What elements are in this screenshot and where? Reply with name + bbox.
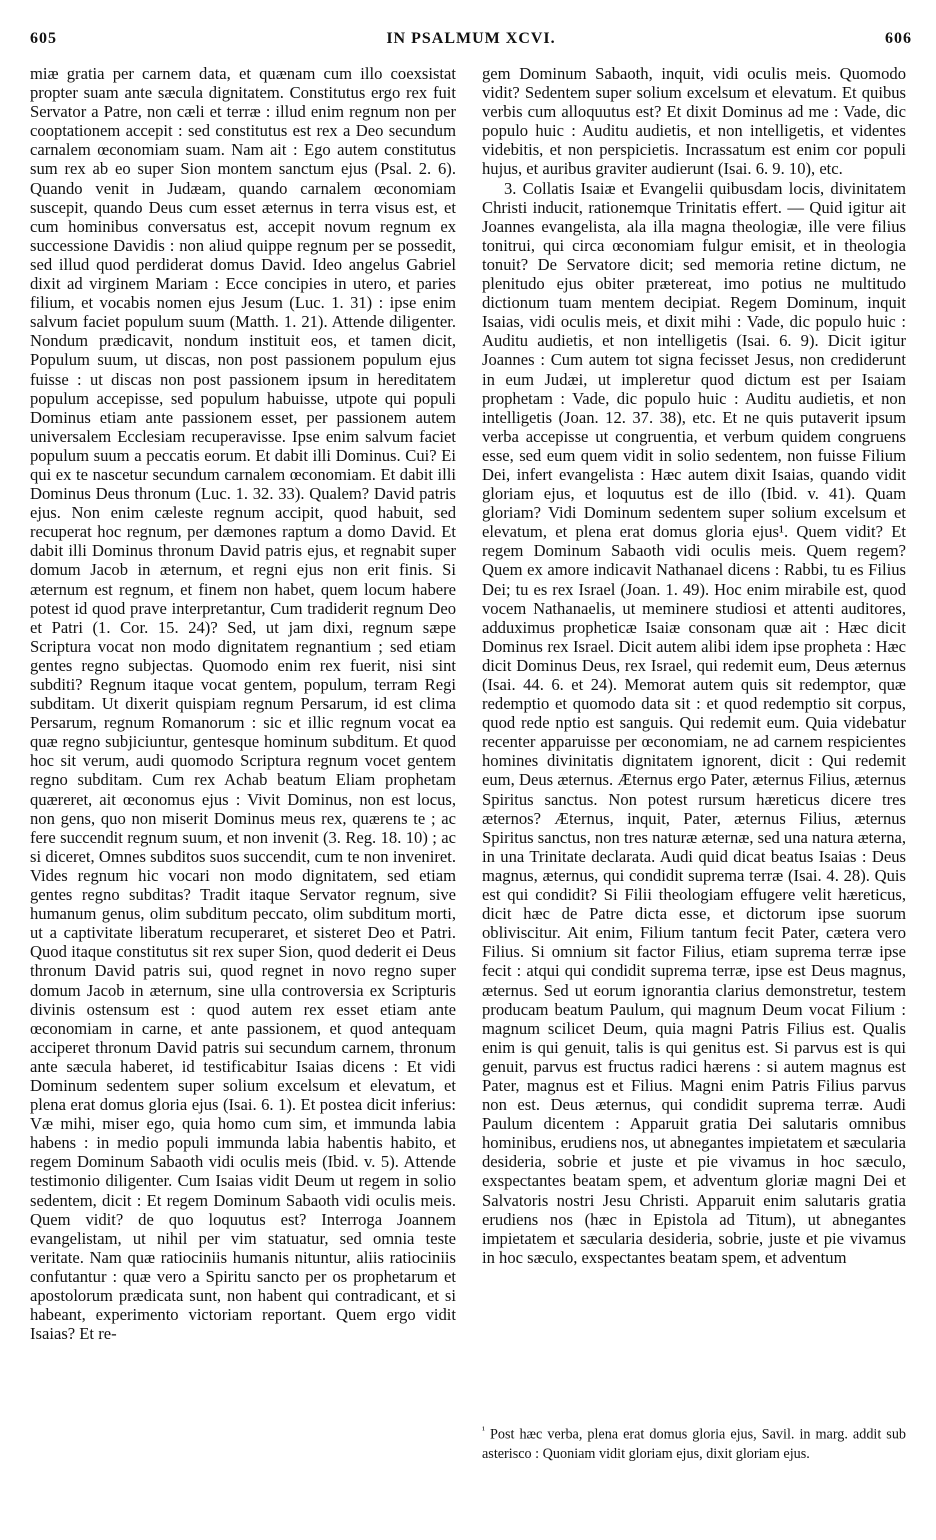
right-paragraph-1: gem Dominum Sabaoth, inquit, vidi oculis meis. Quomodo vidit? Sedentem super solium excelsum et elevatum. Et quibus verbis cum alloquutus est? Et dixit Dominus ad me : Vade, dic populo huic : Auditu audietis, et non intelligetis, et videntes videbitis, et non perspicietis. Incrassatum est enim cor populi hujus, et auribus graviter audierunt (Isai. 6. 9. 10), etc.: [482, 64, 906, 179]
page-number-left: 605: [30, 30, 57, 47]
footnote-text: Post hæc verba, plena erat domus gloria ejus, Savil. in marg. addit sub asterisco : Quoniam vidit gloriam ejus, dixit gloriam ejus.: [482, 1426, 907, 1462]
right-paragraph-2: 3. Collatis Isaiæ et Evangelii quibusdam locis, divinitatem Christi inducit, rationemque Trinitatis effert. — Quid igitur ait Joannes evangelista, ala illa magna theologiæ, ille vere filius tonitrui, qui circa œconomiam fulgur emisit, et in theologia tonuit? De Servatore dicit; sed memoria retine dictum, ne plenitudo ejus obiter prætereat, imo potius ne multitudo dictionum tuam mentem decipiat. Regem Dominum, inquit Isaias, vidi oculis meis, et dixit mihi : Vade, dic populo huic : Auditu audietis, et non intelligetis (Isai. 6. 9). Dicit igitur Joannes : Cum autem tot signa fecisset Jesus, non crediderunt in eum Judæi, ut impleretur quod dictum est per Isaiam prophetam : Vade, dic populo huic : Auditu audietis, et non intelligetis (Joan. 12. 37. 38), etc. Et ne quis putaverit ipsum verba accepisse ut congruentia, et verbum quidem congruens esse, sed eum quem vidit in solio sedentem, non fuisse Filium Dei, infert evangelista : Hæc autem dixit Isaias, quando vidit gloriam ejus, et loquutus est de illo (Ibid. v. 41). Quam gloriam? Vidi Dominum sedentem super solium excelsum et elevatum, et plena erat domus gloria ejus¹. Quem vidit? Et regem Dominum Sabaoth vidi oculis meis. Quem regem? Quem ex amore indicavit Nathanael dicens : Rabbi, tu es Filius Dei; tu es rex Israel (Joan. 1. 49). Hoc enim mirabile est, quod vocem Nathanaelis, ut meminere studiosi et attenti auditores, adduximus propheticæ Isaiæ consonam quæ ait : Hæc dicit Dominus rex Israel. Dicit autem alibi idem ipse propheta : Hæc dicit Dominus Deus, rex Israel, qui redemit eum, Deus æternus (Isai. 44. 6. et 24). Memorat autem quis sit redemptor, quæ redemptio et quomodo data sit : et quod redemptio sit corpus, quod rede nptio est sanguis. Qui redemit eum. Quia videbatur recenter apparuisse per œconomiam, ne ad carnem respicientes homines divinitatis dignitatem ignorent, dicit : Qui redemit eum, Deus æternus. Æternus ergo Pater, æternus Filius, æternus Spiritus sanctus. Non potest rursum hæreticus dicere tres æternos? Æternus, inquit, Pater, æternus Filius, æternus Spiritus sanctus, non tres naturæ æternæ, sed una natura æterna, in una Trinitate declarata. Audi quid dicat beatus Isaias : Deus magnus, æternus, qui condidit suprema terræ (Isai. 4. 28). Quis est qui condidit? Si Filii theologiam effugere velit hæreticus, dicit hæc de Patre dicta esse, et dictorum ipse suorum obliviscitur. Ait enim, Filium tantum fecit Pater, cætera vero Filius. Si omnium sit factor Filius, etiam suprema terræ ipse fecit : atqui qui condidit suprema terræ, ipse est Deus magnus, æternus. Sed ut eorum ignorantia clarius demonstretur, testem producam beatum Paulum, qui magnum Deum vocat Filium : magnum scilicet Deum, quia magni Patris Filius est. Qualis enim is qui genuit, talis is qui genitus est. Si parvus est is qui genuit, parvus est fructus radici hærens : si autem magnus est Pater, magnus est et Filius. Magni enim Patris Filius parvus non est. Deus æternus, qui condidit suprema terræ. Audi Paulum dicentem : Apparuit gratia Dei salutaris omnibus hominibus, erudiens nos, ut abnegantes impietatem et sæcularia desideria, sobrie et juste et pie vivamus in hoc sæculo, exspectantes beatam spem, et adventum gloriæ magni Dei et Salvatoris nostri Jesu Christi. Apparuit enim salutaris gratia erudiens nos (hæc in Epistola ad Titum), ut abnegantes impietatem et sæcularia desideria, sobrie, juste et pie vivamus in hoc sæculo, exspectantes beatam spem, et adventum: [482, 178, 906, 1267]
left-column: [30, 64, 456, 1343]
footnote-marker: ¹: [482, 1425, 485, 1436]
running-title: IN PSALMUM XCVI.: [386, 30, 556, 47]
running-header: [30, 30, 912, 60]
right-column: [482, 64, 906, 1267]
page-number-right: 606: [885, 30, 912, 47]
footnote: [482, 1421, 906, 1464]
left-paragraph-1: miæ gratia per carnem data, et quænam cum illo coexsistat propter suam ante sæcula dignitatem. Constitutus ergo rex fuit Servator a Patre, non cæli et terræ : illud enim regnum non per cooptationem accepit : sed constitutus est rex a Deo secundum carnalem œconomiam suam. Nam ait : Ego autem constitutus sum rex ab eo super Sion montem sanctum ejus (Psal. 2. 6). Quando venit in Judæam, quando carnalem œconomiam suscepit, quando Deus cum esset æternus in terra visus est, et cum hominibus conversatus est, accepit novum regnum ex successione Davidis : non aliud quippe regnum per se possedit, sed illud quod perdiderat domus David. Ideo angelus Gabriel dixit ad virginem Mariam : Ecce concipies in utero, et paries filium, et vocabis nomen ejus Jesum (Luc. 1. 31) : ipse enim salvum faciet populum suum (Matth. 1. 21). Attende diligenter. Nondum prædicavit, nondum instituit eos, et tamen dicit, Populum suum, ut discas, non post passionem populum ejus fuisse : ut discas non post passionem ipsum in hereditatem populum accepisse, sed populum habuisse, utpote qui populi Dominus etiam ante passionem esset, per passionem autem universalem Ecclesiam recuperavisse. Ipse enim salvum faciet populum suum a peccatis eorum. Et dabit illi Dominus. Cui? Ei qui ex te nascetur secundum carnalem œconomiam. Et dabit illi Dominus Deus thronum (Luc. 1. 32. 33). Qualem? David patris ejus. Non enim cæleste regnum accipit, quod habuit, sed recuperat hoc regnum, per dæmones raptum a domo David. Et dabit illi Dominus thronum David patris ejus, et regnabit super domum Jacob in æternum, et regni ejus non erit finis. Si æternum est regnum, et finem non habet, quem locum habere potest id quod prave interpretantur, Cum tradiderit regnum Deo et Patri (1. Cor. 15. 24)? Sed, ut jam dixi, regnum sæpe Scriptura vocat non modo dignitatem regnantium ; sed etiam gentes regno subjectas. Quomodo enim rex fuerit, nisi sint subditi? Regnum itaque vocat gentem, populum, terram Regi subditam. Ut dixerit quispiam regnum Persarum, id est clima Persarum, regnum Romanorum : sic et illic regnum vocat ea quæ regno subjiciuntur, gentesque hominum subditum. Et quod hoc sit verum, audi quomodo Scriptura regnum vocet gentem regno subditam. Cum rex Achab beatum Eliam prophetam quæreret, ait œconomus ejus : Vivit Dominus, non est locus, non gens, quo non miserit Dominus meus rex, quærens te ; ac fere succendit regnum suum, et non invenit (3. Reg. 18. 10) ; ac si diceret, Omnes subditos suos succendit, cum te non inveniret. Vides regnum hic vocari non modo dignitatem, sed etiam gentes regno subditas? Tradit itaque Servator regnum, sive humanum genus, olim subditum peccato, olim subditum morti, ut a captivitate liberatum recuperaret, et sisteret Deo et Patri. Quod itaque constitutus sit rex super Sion, quod dederit ei Deus thronum David patris sui, quod regnet in novo regno super domum Jacob in æternum, sine ulla controversia ex Scripturis divinis ostensum est : quod autem rex esset etiam ante œconomiam in carne, et ante passionem, et quod antequam acciperet thronum David patris sui secundum carnem, thronum ante sæcula haberet, id testificabitur Isaias dicens : Et vidi Dominum sedentem super solium excelsum et elevatum, et plena erat domus gloria ejus (Isai. 6. 1). Et postea dicit inferius: Væ mihi, miser ego, quia homo cum sim, et immunda labia habens : in medio populi immunda labia habentis habito, et regem Dominum Sabaoth vidi oculis meis (Ibid. v. 5). Attende testimonio diligenter. Cum Isaias vidit Deum ut regem in solio sedentem, dicit : Et regem Dominum Sabaoth vidi oculis meis. Quem vidit? de quo loquutus est? Interroga Joannem evangelistam, ut nihil per vim statuatur, sed omnia teste veritate. Nam quæ ratiociniis humanis nituntur, aliis ratiociniis confutantur : quæ vero a Spiritu sancto per os prophetarum et apostolorum prædicata sunt, non habent qui contradicant, et si habeant, experimento victoriam reportant. Quem ergo vidit Isaias? Et re-: [30, 64, 456, 1344]
